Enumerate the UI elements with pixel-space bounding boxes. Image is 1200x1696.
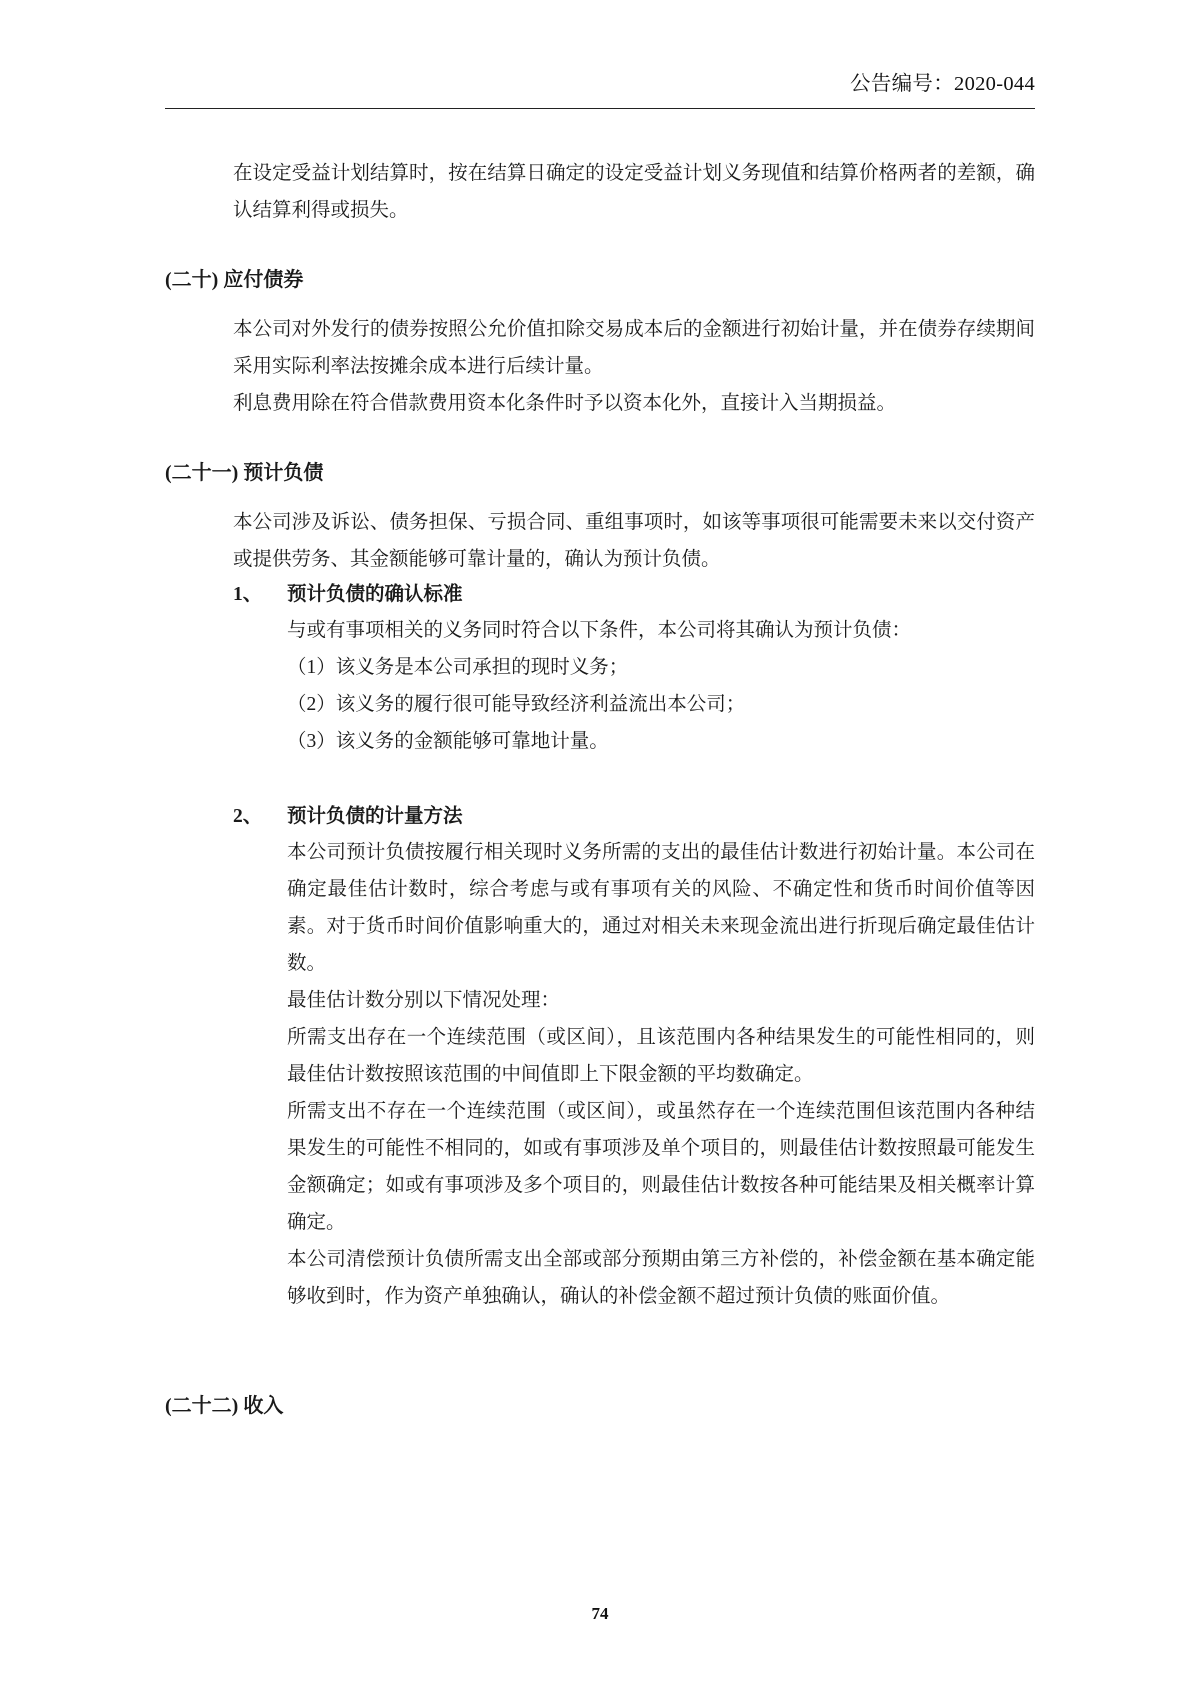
subsection-paragraph: 所需支出不存在一个连续范围（或区间），或虽然存在一个连续范围但该范围内各种结果发生的可能性不相同的，如或有事项涉及单个项目的，则最佳估计数按照最可能发生金额确定；如或有事项涉及多个项目的，则最佳估计数按各种可能结果及相关概率计算确定。 — [287, 1101, 1035, 1233]
subsection-heading — [233, 578, 1035, 612]
subsection-paragraph: 与或有事项相关的义务同时符合以下条件，本公司将其确认为预计负债： — [287, 620, 912, 641]
section-paragraph: 本公司涉及诉讼、债务担保、亏损合同、重组事项时，如该等事项很可能需要未来以交付资产或提供劳务、其金额能够可靠计量的，确认为预计负债。 — [233, 512, 1035, 570]
section-revenue — [165, 1389, 1035, 1423]
page-header — [110, 60, 1090, 96]
section-paragraph: 本公司对外发行的债券按照公允价值扣除交易成本后的金额进行初始计量，并在债券存续期间采用实际利率法按摊余成本进行后续计量。 — [233, 319, 1035, 377]
document-body — [110, 155, 1090, 1423]
section-heading: (二十二) 收入 — [165, 1395, 284, 1417]
page-number: 74 — [591, 1604, 609, 1623]
announcement-number: 公告编号：2020-044 — [850, 73, 1035, 95]
list-item: （3）该义务的金额能够可靠地计量。 — [287, 731, 609, 752]
subsection-heading — [233, 800, 1035, 834]
list-item: （2）该义务的履行很可能导致经济利益流出本公司； — [287, 694, 746, 715]
list-item: （1）该义务是本公司承担的现时义务； — [287, 657, 629, 678]
section-heading: (二十) 应付债券 — [165, 269, 304, 291]
section-provisions — [165, 456, 1035, 1315]
header-divider — [165, 108, 1035, 109]
subsection-recognition-criteria — [165, 578, 1035, 760]
intro-paragraph: 在设定受益计划结算时，按在结算日确定的设定受益计划义务现值和结算价格两者的差额，确认结算利得或损失。 — [233, 163, 1035, 221]
subsection-paragraph: 最佳估计数分别以下情况处理： — [287, 990, 561, 1011]
subsection-title: 预计负债的确认标准 — [287, 584, 463, 605]
subsection-paragraph: 所需支出存在一个连续范围（或区间），且该范围内各种结果发生的可能性相同的，则最佳估计数按照该范围的中间值即上下限金额的平均数确定。 — [287, 1027, 1035, 1085]
subsection-paragraph: 本公司清偿预计负债所需支出全部或部分预期由第三方补偿的，补偿金额在基本确定能够收到时，作为资产单独确认，确认的补偿金额不超过预计负债的账面价值。 — [287, 1249, 1035, 1307]
subsection-number: 1、 — [233, 584, 263, 605]
subsection-paragraph: 本公司预计负债按履行相关现时义务所需的支出的最佳估计数进行初始计量。本公司在确定最佳估计数时，综合考虑与或有事项有关的风险、不确定性和货币时间价值等因素。对于货币时间价值影响重大的，通过对相关未来现金流出进行折现后确定最佳估计数。 — [287, 842, 1035, 974]
section-heading: (二十一) 预计负债 — [165, 462, 324, 484]
subsection-title: 预计负债的计量方法 — [287, 806, 463, 827]
section-payable-bonds — [165, 263, 1035, 422]
subsection-measurement-method — [165, 800, 1035, 1315]
subsection-number: 2、 — [233, 806, 263, 827]
section-paragraph: 利息费用除在符合借款费用资本化条件时予以资本化外，直接计入当期损益。 — [233, 393, 897, 414]
